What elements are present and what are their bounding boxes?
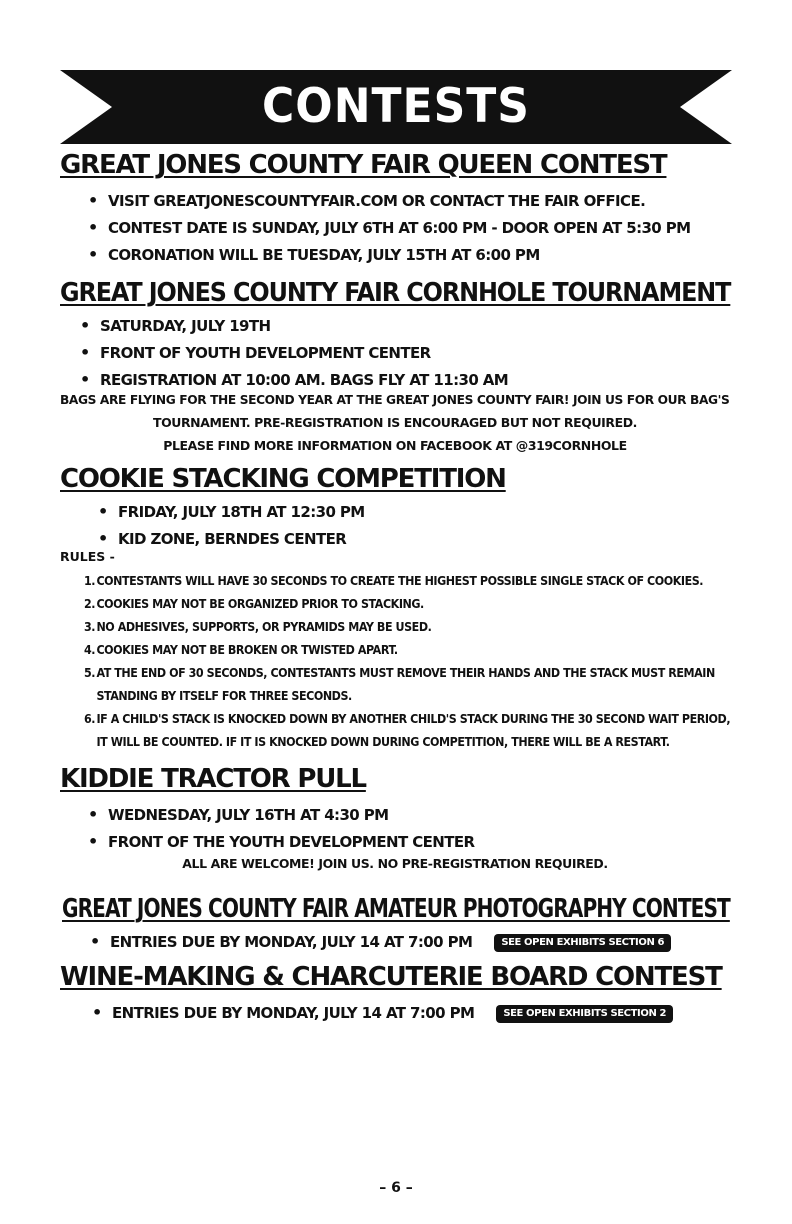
bullet-icon: • xyxy=(80,343,90,362)
queen-contest-heading: GREAT JONES COUNTY FAIR QUEEN CONTEST xyxy=(60,150,667,180)
wine-charcuterie-list xyxy=(92,1004,673,1031)
list-item: • FRIDAY, JULY 18TH AT 12:30 PM xyxy=(98,502,365,521)
wine-charcuterie-heading: WINE-MAKING & CHARCUTERIE BOARD CONTEST xyxy=(60,962,722,992)
cookie-stacking-list xyxy=(98,503,365,557)
section-reference-badge: SEE OPEN EXHIBITS SECTION 2 xyxy=(496,1005,673,1023)
rule-item: 5. AT THE END OF 30 SECONDS, CONTESTANTS MUST REMOVE THEIR HANDS AND THE STACK MUST REMAIN xyxy=(84,665,715,680)
list-item: • CORONATION WILL BE TUESDAY, JULY 15TH AT 6:00 PM xyxy=(88,245,540,264)
bullet-icon: • xyxy=(80,370,90,389)
cornhole-heading: GREAT JONES COUNTY FAIR CORNHOLE TOURNAMENT xyxy=(60,278,731,308)
list-item: • VISIT GREATJONESCOUNTYFAIR.COM OR CONTACT THE FAIR OFFICE. xyxy=(88,191,646,210)
tractor-pull-note: ALL ARE WELCOME! JOIN US. NO PRE-REGISTRATION REQUIRED. xyxy=(182,856,608,871)
list-item: • WEDNESDAY, JULY 16TH AT 4:30 PM xyxy=(88,805,389,824)
rule-item: 4. COOKIES MAY NOT BE BROKEN OR TWISTED APART. xyxy=(84,642,398,657)
list-item: • FRONT OF YOUTH DEVELOPMENT CENTER xyxy=(80,343,431,362)
rule-item: 1. CONTESTANTS WILL HAVE 30 SECONDS TO CREATE THE HIGHEST POSSIBLE SINGLE STACK OF COOKIES. xyxy=(84,573,704,588)
cornhole-note-line-3: PLEASE FIND MORE INFORMATION ON FACEBOOK AT @319CORNHOLE xyxy=(163,438,627,453)
bullet-icon: • xyxy=(88,218,98,237)
bullet-icon: • xyxy=(92,1003,102,1022)
bullet-icon: • xyxy=(88,191,98,210)
list-item: • KID ZONE, BERNDES CENTER xyxy=(98,529,347,548)
photography-contest-heading: GREAT JONES COUNTY FAIR AMATEUR PHOTOGRAPHY CONTEST xyxy=(62,894,730,924)
list-item: • REGISTRATION AT 10:00 AM. BAGS FLY AT 11:30 AM xyxy=(80,370,509,389)
cornhole-list xyxy=(80,317,508,398)
cornhole-note-line-2: TOURNAMENT. PRE-REGISTRATION IS ENCOURAGED BUT NOT REQUIRED. xyxy=(152,415,637,430)
cookie-rules-list xyxy=(84,569,792,753)
page-title: CONTESTS xyxy=(262,78,530,134)
list-item: • FRONT OF THE YOUTH DEVELOPMENT CENTER xyxy=(88,832,475,851)
list-item: • SATURDAY, JULY 19TH xyxy=(80,316,271,335)
bullet-icon: • xyxy=(98,529,108,548)
page-number: – 6 – xyxy=(379,1180,413,1196)
rules-label: RULES - xyxy=(60,549,115,564)
bullet-icon: • xyxy=(88,805,98,824)
list-item: • CONTEST DATE IS SUNDAY, JULY 6TH AT 6:00 PM - DOOR OPEN AT 5:30 PM xyxy=(88,218,691,237)
cornhole-note-line-1: BAGS ARE FLYING FOR THE SECOND YEAR AT THE GREAT JONES COUNTY FAIR! JOIN US FOR OUR BAG'S xyxy=(60,392,730,407)
rule-item: 3. NO ADHESIVES, SUPPORTS, OR PYRAMIDS MAY BE USED. xyxy=(84,619,432,634)
bullet-icon: • xyxy=(80,316,90,335)
rule-item: 2. COOKIES MAY NOT BE ORGANIZED PRIOR TO STACKING. xyxy=(84,596,424,611)
bullet-icon: • xyxy=(88,832,98,851)
list-item: • ENTRIES DUE BY MONDAY, JULY 14 AT 7:00 PM SEE OPEN EXHIBITS SECTION 6 xyxy=(90,933,671,960)
bullet-icon: • xyxy=(98,502,108,521)
contests-banner xyxy=(60,70,732,144)
list-item: • ENTRIES DUE BY MONDAY, JULY 14 AT 7:00 PM SEE OPEN EXHIBITS SECTION 2 xyxy=(92,1004,673,1031)
rule-item: 6. IF A CHILD'S STACK IS KNOCKED DOWN BY ANOTHER CHILD'S STACK DURING THE 30 SECOND WAIT PERIOD, xyxy=(84,711,731,726)
cookie-stacking-heading: COOKIE STACKING COMPETITION xyxy=(60,464,506,494)
bullet-icon: • xyxy=(90,932,100,951)
tractor-pull-heading: KIDDIE TRACTOR PULL xyxy=(60,764,366,794)
section-reference-badge: SEE OPEN EXHIBITS SECTION 6 xyxy=(494,934,671,952)
rule-item-continued: STANDING BY ITSELF FOR THREE SECONDS. xyxy=(96,688,352,703)
rule-item-continued: IT WILL BE COUNTED. IF IT IS KNOCKED DOWN DURING COMPETITION, THERE WILL BE A RESTART. xyxy=(96,734,670,749)
bullet-icon: • xyxy=(88,245,98,264)
photography-contest-list xyxy=(90,933,671,960)
queen-contest-list xyxy=(88,192,691,273)
